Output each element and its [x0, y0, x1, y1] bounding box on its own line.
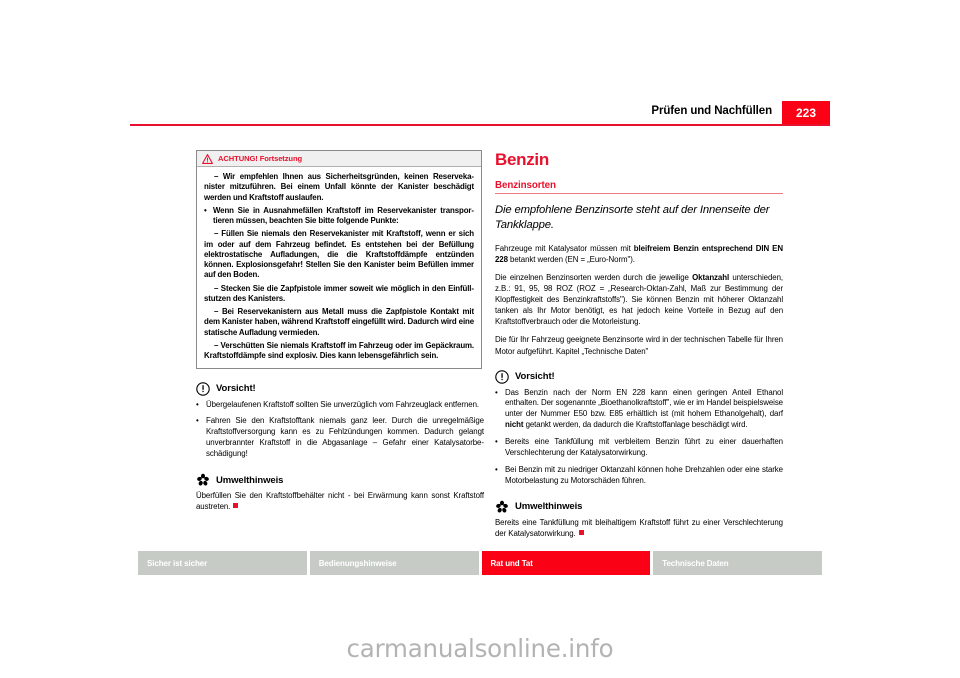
warning-triangle-icon [202, 154, 213, 164]
header-divider [130, 124, 830, 126]
subsection-divider [495, 193, 783, 194]
page-number-badge: 223 [782, 101, 830, 125]
right-column [495, 150, 783, 540]
caution-paragraph-text: Das Benzin nach der Norm EN 228 kann einen geringen Anteil Ethanol enthalten. Der sogenannte „Bioethanolkraftstoff", wie er im Handel beispielsweise unter der Nummer E50 bzw. E85 erhältlich ist (mit hohem Ethanolgehalt), darf nicht getankt werden, da dadurch die Kraftstoffanlage beschädigt wird. [505, 387, 783, 430]
caution-paragraph [495, 437, 783, 459]
subsection-heading: Benzinsorten [495, 180, 556, 191]
caution-paragraph-text: Übergelaufenen Kraftstoff sollten Sie unverzüglich vom Fahrzeuglack entfernen. [206, 399, 480, 409]
bullet-marker: • [495, 437, 498, 447]
environment-note-header [196, 473, 484, 487]
warning-paragraph: – Stecken Sie die Zapfpistole immer soweit wie möglich in den Einfüllstutzen des Kanisters. [204, 283, 474, 303]
left-column [196, 150, 484, 513]
caution-note-header [495, 370, 783, 384]
caution-note-title: Vorsicht! [515, 371, 555, 383]
page-header [130, 103, 830, 125]
body-paragraph: Fahrzeuge mit Katalysator müssen mit bleifreiem Benzin entsprechend DIN EN 228 betankt werden (EN = „Euro-Norm"). [495, 244, 783, 265]
nav-tab-sicher-ist-sicher[interactable]: Sicher ist sicher [138, 551, 307, 575]
bullet-marker: • [204, 205, 207, 215]
environment-note-header [495, 500, 783, 514]
caution-paragraph [196, 400, 484, 411]
bullet-marker: • [495, 387, 498, 397]
bottom-navigation [138, 551, 822, 575]
body-text [495, 243, 783, 357]
caution-paragraph [495, 388, 783, 432]
bullet-marker: • [495, 465, 498, 474]
bullet-marker: • [196, 399, 199, 409]
nav-tab-bedienungshinweise[interactable]: Bedienungshinweise [310, 551, 479, 575]
environment-note-left [196, 473, 484, 513]
warning-box-header [197, 151, 481, 167]
caution-note-header [196, 382, 484, 396]
environment-note-title: Umwelthinweis [216, 474, 284, 486]
warning-box-body [197, 167, 481, 368]
caution-paragraph-text: Bei Benzin mit zu niedriger Oktanzahl können hohe Drehzahlen oder eine starke Motorbelastung zu Motorschäden führen. [505, 465, 783, 485]
warning-box [196, 150, 482, 369]
environment-note-title: Umwelthinweis [515, 501, 583, 513]
caution-paragraph [196, 416, 484, 460]
warning-paragraph [204, 206, 474, 227]
end-of-section-marker [579, 530, 584, 535]
warning-paragraph-text: Wenn Sie in Ausnahmefällen Kraftstoff im Reservekanister transportieren müssen, beachten Sie bitte folgende Punkte: [213, 205, 474, 226]
body-paragraph: Die für Ihr Fahrzeug geeignete Benzinsorte wird in der technischen Tabelle für Ihren Motor aufgeführt. Kapitel „Technische Daten" [495, 335, 783, 356]
body-paragraph: Die einzelnen Benzinsorten werden durch die jeweilige Oktanzahl unterschieden, z.B.: 91, 95, 98 ROZ (ROZ = „Research-Oktan-Zahl, Maß zur Bestimmung der Klopffestigkeit des Benzinkraftstoffs"). Sie können Benzin mit höherer Oktanzahl tanken als Ihr Motor benötigt, es hat jedoch keine Vorteile in Bezug auf den Kraftstoffverbrauch oder die Motorleistung. [495, 273, 783, 327]
lead-paragraph: Die empfohlene Benzinsorte steht auf der Innenseite der Tankklappe. [495, 204, 770, 232]
flower-icon [495, 500, 509, 514]
environment-note-body: Bereits eine Tankfüllung mit bleihaltigem Kraftstoff führt zu einer Verschlechterung der Katalysatorwirkung. [495, 517, 783, 538]
bullet-marker: • [196, 416, 199, 426]
page-title: Prüfen und Nachfüllen [651, 105, 772, 117]
exclamation-circle-icon [495, 370, 509, 384]
nav-tab-technische-daten[interactable]: Technische Daten [653, 551, 822, 575]
environment-note-text [495, 518, 783, 540]
warning-paragraph: – Wir empfehlen Ihnen aus Sicherheitsgründen, keinen Reservekanister mitzuführen. Bei einem Unfall könnte der Kanister beschädigt werden und Kraftstoff auslaufen. [204, 172, 474, 202]
caution-note-left [196, 382, 484, 461]
environment-note-body: Überfüllen Sie den Kraftstoffbehälter nicht - bei Erwärmung kann sonst Kraftstoff austreten. [196, 491, 484, 511]
section-heading: Benzin [495, 150, 549, 169]
caution-paragraph-text: Bereits eine Tankfüllung mit verbleitem Benzin führt zu einer dauerhaften Verschlechterung der Katalysatorwirkung. [505, 437, 783, 458]
caution-paragraph [495, 465, 783, 487]
caution-note-title: Vorsicht! [216, 383, 256, 395]
nav-tab-rat-und-tat[interactable]: Rat und Tat [482, 551, 651, 575]
exclamation-circle-icon [196, 382, 210, 396]
site-watermark: carmanualsonline.info [346, 634, 614, 663]
end-of-section-marker [233, 503, 238, 508]
warning-paragraph: – Verschütten Sie niemals Kraftstoff im Fahrzeug oder im Gepäckraum. Kraftstoffdämpfe sind explosiv. Dies kann lebensgefährlich sein. [204, 340, 474, 361]
warning-paragraph: – Füllen Sie niemals den Reservekanister mit Kraftstoff, wenn er sich im oder auf dem Fahrzeug befindet. Es entstehen bei der Befüllung elektrostatische Aufladungen, die die Kraftstoffdämpfe entzünden können. Explosionsgefahr! Stellen Sie den Kanister beim Befüllen immer auf den Boden. [204, 229, 474, 280]
warning-box-heading: ACHTUNG! Fortsetzung [218, 154, 303, 163]
warning-paragraph: – Bei Reservekanistern aus Metall muss die Zapfpistole Kontakt mit dem Kanister haben, während Kraftstoff eingefüllt wird. Dadurch wird eine statische Aufladung vermieden. [204, 307, 474, 337]
caution-paragraph-text: Fahren Sie den Kraftstofftank niemals ganz leer. Durch die unregelmäßige Kraftstoffversorgung kann es zu Fehlzündungen kommen. Dadurch gelangt unverbrannter Kraftstoff in die Abgasanlage – Gefahr einer Katalysatorbeschädigung! [206, 416, 484, 459]
environment-note-text [196, 491, 484, 513]
caution-note-right [495, 370, 783, 487]
environment-note-right [495, 500, 783, 540]
flower-icon [196, 473, 210, 487]
